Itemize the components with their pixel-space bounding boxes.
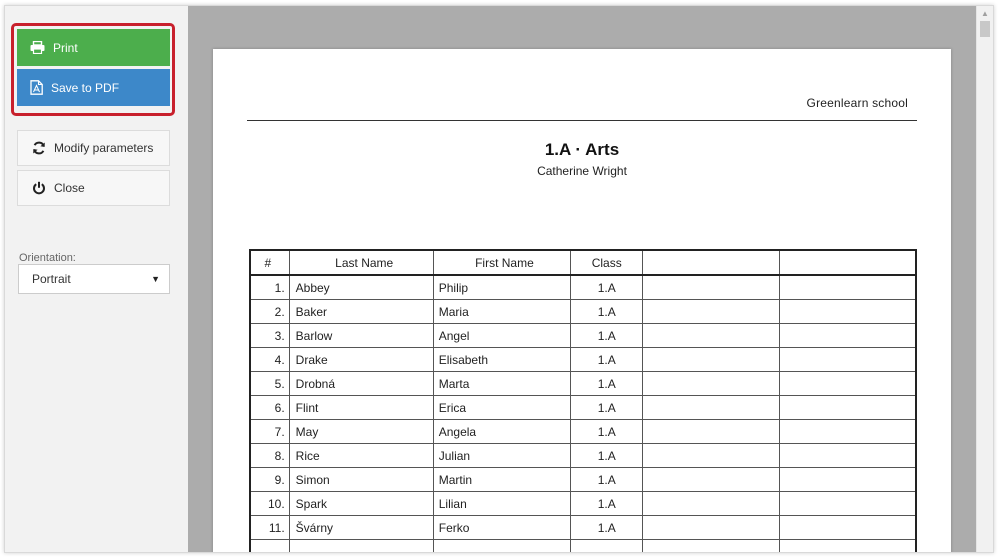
scroll-up-arrow-icon[interactable]: ▲	[981, 9, 989, 18]
cell-last: Švárny	[289, 516, 433, 540]
school-name: Greenlearn school	[806, 96, 908, 110]
cell-empty	[779, 444, 916, 468]
cell-class: 1.A	[571, 348, 643, 372]
column-header: First Name	[433, 250, 570, 275]
table-row	[250, 372, 916, 396]
cell-num: 3.	[250, 324, 289, 348]
cell-last: Barlow	[289, 324, 433, 348]
cell-class: 1.A	[571, 492, 643, 516]
cell-num: 1.	[250, 275, 289, 300]
cell-first: Elisabeth	[433, 348, 570, 372]
cell-class: 1.A	[571, 444, 643, 468]
cell-last: Drake	[289, 348, 433, 372]
cell-last: Simon	[289, 468, 433, 492]
cell-empty	[779, 468, 916, 492]
cell-last: May	[289, 420, 433, 444]
cell-empty	[779, 348, 916, 372]
column-header: Last Name	[289, 250, 433, 275]
cell-empty	[643, 492, 779, 516]
cell-num: 8.	[250, 444, 289, 468]
chevron-down-icon: ▼	[151, 274, 160, 284]
column-header: Class	[571, 250, 643, 275]
cell-first: Marta	[433, 372, 570, 396]
table-row	[250, 396, 916, 420]
print-label: Print	[53, 40, 78, 55]
cell-num: 9.	[250, 468, 289, 492]
cell-first	[433, 540, 570, 553]
cell-empty	[779, 492, 916, 516]
column-header	[643, 250, 779, 275]
cell-class: 1.A	[571, 300, 643, 324]
cell-class: 1.A	[571, 275, 643, 300]
scroll-thumb[interactable]	[980, 21, 990, 37]
table-row	[250, 300, 916, 324]
print-button[interactable]	[17, 29, 170, 66]
sidebar	[5, 6, 188, 552]
cell-empty	[779, 540, 916, 553]
cell-empty	[643, 420, 779, 444]
cell-class: 1.A	[571, 372, 643, 396]
cell-last: Flint	[289, 396, 433, 420]
cell-class	[571, 540, 643, 553]
orientation-value: Portrait	[32, 272, 71, 286]
column-header: #	[250, 250, 289, 275]
cell-first: Ferko	[433, 516, 570, 540]
table-row	[250, 275, 916, 300]
cell-first: Angela	[433, 420, 570, 444]
teacher-name: Catherine Wright	[537, 164, 627, 178]
cell-empty	[779, 324, 916, 348]
save-to-pdf-label: Save to PDF	[51, 80, 120, 95]
cell-first: Angel	[433, 324, 570, 348]
cell-first: Philip	[433, 275, 570, 300]
cell-empty	[779, 372, 916, 396]
table-row	[250, 540, 916, 553]
table-row	[250, 492, 916, 516]
cell-num: 10.	[250, 492, 289, 516]
cell-empty	[643, 540, 779, 553]
header-rule	[247, 120, 917, 121]
power-icon	[32, 181, 46, 195]
cell-first: Lilian	[433, 492, 570, 516]
cell-num	[250, 540, 289, 553]
cell-class: 1.A	[571, 396, 643, 420]
students-table	[249, 249, 917, 552]
document-title: 1.A · Arts	[544, 140, 620, 159]
refresh-icon	[32, 141, 46, 155]
cell-first: Maria	[433, 300, 570, 324]
cell-last: Baker	[289, 300, 433, 324]
table-row	[250, 324, 916, 348]
cell-empty	[643, 372, 779, 396]
cell-last: Spark	[289, 492, 433, 516]
cell-empty	[643, 444, 779, 468]
table-body	[250, 275, 916, 552]
orientation-select[interactable]	[18, 264, 170, 294]
save-to-pdf-button[interactable]	[17, 69, 170, 106]
cell-empty	[643, 468, 779, 492]
cell-num: 6.	[250, 396, 289, 420]
cell-num: 5.	[250, 372, 289, 396]
cell-class: 1.A	[571, 468, 643, 492]
cell-last: Abbey	[289, 275, 433, 300]
orientation-label: Orientation:	[19, 252, 76, 264]
cell-empty	[643, 396, 779, 420]
cell-last: Drobná	[289, 372, 433, 396]
cell-empty	[779, 516, 916, 540]
cell-empty	[643, 516, 779, 540]
pdf-file-icon	[30, 80, 43, 95]
cell-class: 1.A	[571, 516, 643, 540]
cell-num: 7.	[250, 420, 289, 444]
cell-empty	[643, 300, 779, 324]
cell-empty	[779, 275, 916, 300]
table-header-row	[250, 250, 916, 275]
print-preview-window	[4, 5, 994, 553]
document-page	[213, 49, 951, 552]
preview-area[interactable]	[188, 6, 976, 552]
cell-first: Martin	[433, 468, 570, 492]
close-button[interactable]	[17, 170, 170, 206]
table-row	[250, 468, 916, 492]
cell-last	[289, 540, 433, 553]
modify-parameters-button[interactable]	[17, 130, 170, 166]
column-header	[779, 250, 916, 275]
cell-num: 2.	[250, 300, 289, 324]
cell-empty	[779, 420, 916, 444]
cell-num: 11.	[250, 516, 289, 540]
table-row	[250, 420, 916, 444]
cell-empty	[779, 300, 916, 324]
table-row	[250, 444, 916, 468]
cell-class: 1.A	[571, 324, 643, 348]
cell-empty	[643, 348, 779, 372]
cell-empty	[779, 396, 916, 420]
vertical-scrollbar[interactable]	[976, 6, 994, 552]
cell-empty	[643, 275, 779, 300]
printer-icon	[30, 41, 45, 54]
cell-last: Rice	[289, 444, 433, 468]
cell-class: 1.A	[571, 420, 643, 444]
table-row	[250, 516, 916, 540]
cell-first: Erica	[433, 396, 570, 420]
cell-first: Julian	[433, 444, 570, 468]
cell-num: 4.	[250, 348, 289, 372]
cell-empty	[643, 324, 779, 348]
table-row	[250, 348, 916, 372]
close-label: Close	[54, 181, 85, 195]
modify-parameters-label: Modify parameters	[54, 141, 154, 155]
